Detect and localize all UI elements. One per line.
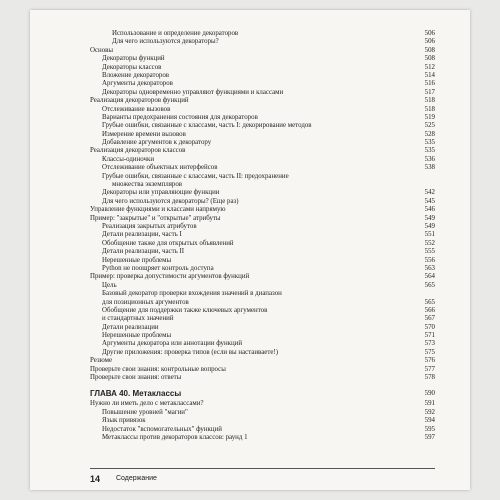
toc-entry-title: Обобщение для поддержки также ключевых аргументов	[102, 306, 268, 314]
toc-entry-page: 508	[424, 46, 435, 54]
toc-entry-page: 595	[424, 425, 435, 433]
toc-entry-page: 518	[424, 105, 435, 113]
toc-entry	[90, 231, 435, 239]
toc-entry-page: 567	[424, 315, 435, 323]
toc-entry-title: Python не поощряет контроль доступа	[102, 264, 214, 272]
toc-entry-page: 594	[424, 417, 435, 425]
toc-entry-page: 542	[424, 189, 435, 197]
toc-entry-title: Язык привязок	[102, 417, 146, 425]
toc-entry-page: 556	[424, 256, 435, 264]
toc-entry-title: Основы	[90, 46, 114, 54]
toc-entry	[90, 30, 435, 38]
toc-entry-title: Для чего используются декораторы? (Еще раз)	[102, 197, 239, 205]
toc-entry-page: 575	[424, 348, 435, 356]
toc-entry	[90, 122, 435, 130]
toc-entry	[90, 324, 435, 332]
toc-entry-title: Декораторы классов	[102, 63, 162, 71]
toc-entry	[90, 80, 435, 88]
toc-entry-page: 563	[424, 264, 435, 272]
toc-entry-page: 519	[424, 113, 435, 121]
toc-entry-title: Реализация декораторов классов	[90, 147, 186, 155]
toc-entry	[90, 156, 435, 164]
toc-entry-page: 578	[424, 374, 435, 382]
toc-entry	[90, 257, 435, 265]
toc-entry-page: 538	[424, 164, 435, 172]
toc-entry-title: Грубые ошибки, связанные с классами, часть II: предохранение	[102, 172, 289, 180]
toc-entry-title: Для чего используются декораторы?	[112, 38, 219, 46]
toc-entry-page: 549	[424, 214, 435, 222]
toc-entry-page: 516	[424, 80, 435, 88]
toc-entry	[90, 290, 435, 298]
toc-entry-page: 552	[424, 239, 435, 247]
toc-entry	[90, 72, 435, 80]
footer-page-number: 14	[90, 474, 101, 484]
toc-entry-title: Использование и определение декораторов	[112, 30, 239, 37]
toc-entry-page: 570	[424, 323, 435, 331]
toc-entry-page: 571	[424, 332, 435, 340]
toc-entry	[90, 189, 435, 197]
toc-entry	[90, 240, 435, 248]
toc-entry-page: 514	[424, 71, 435, 79]
toc-entry-title: Декораторы функций	[102, 55, 165, 63]
toc-entry-page: 545	[424, 197, 435, 205]
toc-entry-page: 506	[424, 30, 435, 37]
toc-entry-page: 565	[424, 298, 435, 306]
toc-entry-page: 555	[424, 248, 435, 256]
toc-entry-title: Метаклассы против декораторов классов: раунд 1	[102, 433, 248, 441]
toc-entry-title: и стандартных значений	[102, 315, 174, 323]
toc-entry-title: Аргументы декораторов	[102, 80, 173, 88]
toc-entry-page: 549	[424, 222, 435, 230]
toc-entry	[90, 55, 435, 63]
toc-entry-page: 546	[424, 206, 435, 214]
toc-entry	[90, 97, 435, 105]
toc-entry	[90, 366, 435, 374]
toc-entry	[90, 426, 435, 434]
toc-entry	[90, 349, 435, 357]
toc-entry-title: Недостаток "вспомогательных" функций	[102, 425, 222, 433]
toc-entry	[90, 307, 435, 315]
toc-entry-title: Детали реализации, часть II	[102, 248, 185, 256]
toc-entry-page: 525	[424, 122, 435, 130]
toc-entry	[90, 64, 435, 72]
toc-entry-title: Другие приложения: проверка типов (если вы настаиваете!)	[102, 348, 278, 356]
toc-entry-page: 573	[424, 340, 435, 348]
toc-entry	[90, 215, 435, 223]
toc-entry-title: Резюме	[90, 357, 113, 365]
toc-entry-title: Измерение времени вызовов	[102, 130, 186, 138]
chapter-title: ГЛАВА 40. Метаклассы	[90, 389, 182, 399]
toc-entry-title: Базовый декоратор проверки вхождения значений в диапазон	[102, 290, 282, 298]
table-of-contents	[90, 30, 435, 442]
toc-entry-page: 592	[424, 408, 435, 416]
toc-entry	[90, 198, 435, 206]
footer-title: Содержание	[116, 475, 157, 482]
toc-entry-page: 565	[424, 281, 435, 289]
toc-entry	[90, 315, 435, 323]
toc-entry-title: Пример: проверка допустимости аргументов функций	[90, 273, 250, 281]
toc-entry-title: Пример: "закрытые" и "открытые" атрибуты	[90, 214, 221, 222]
toc-entry	[90, 147, 435, 155]
toc-entry-title: Отслеживание объектных интерфейсов	[102, 164, 218, 172]
toc-entry-page: 566	[424, 306, 435, 314]
toc-entry	[90, 173, 435, 181]
toc-entry-title: Повышение уровней "магии"	[102, 408, 188, 416]
toc-entry	[90, 47, 435, 55]
toc-entry	[90, 131, 435, 139]
toc-entry-title: Отслеживание вызовов	[102, 105, 171, 113]
toc-entry	[90, 106, 435, 114]
toc-entry	[90, 332, 435, 340]
toc-entry	[90, 38, 435, 46]
toc-entry	[90, 206, 435, 214]
toc-entry-title: Детали реализации	[102, 323, 159, 331]
page-footer	[90, 468, 435, 484]
toc-entry	[90, 357, 435, 365]
toc-entry-page: 535	[424, 139, 435, 147]
toc-entry-title: Нерешенные проблемы	[102, 332, 172, 340]
toc-entry-page: 517	[424, 88, 435, 96]
chapter-page-number: 590	[424, 390, 435, 398]
toc-entry-title: Проверьте свои знания: контрольные вопросы	[90, 365, 226, 373]
toc-entry	[90, 434, 435, 442]
toc-entry-title: Проверьте свои знания: ответы	[90, 374, 182, 382]
toc-entry	[90, 114, 435, 122]
chapter-entries	[90, 400, 435, 442]
toc-entry	[90, 282, 435, 290]
chapter-heading	[90, 388, 435, 400]
toc-entry-title: Детали реализации, часть I	[102, 231, 182, 239]
toc-entry-title: Управление функциями и классами напрямую	[90, 206, 226, 214]
toc-entry-page: 551	[424, 231, 435, 239]
toc-entry-title: множества экземпляров	[112, 181, 183, 189]
toc-entry	[90, 164, 435, 172]
toc-entry-title: Добавление аргументов к декоратору	[102, 139, 212, 147]
toc-entry-title: Варианты предохранения состояния для декораторов	[102, 113, 258, 121]
toc-entry	[90, 223, 435, 231]
toc-entry	[90, 374, 435, 382]
toc-entry-page: 597	[424, 433, 435, 441]
toc-entry-page: 508	[424, 55, 435, 63]
book-page	[30, 10, 470, 490]
toc-entry	[90, 248, 435, 256]
toc-entries	[90, 30, 435, 382]
toc-entry-title: Аргументы декоратора или аннотации функций	[102, 340, 243, 348]
toc-entry	[90, 273, 435, 281]
toc-entry-title: для позиционных аргументов	[102, 298, 189, 306]
toc-entry-title: Реализация декораторов функций	[90, 97, 189, 105]
toc-entry	[90, 299, 435, 307]
toc-entry-page: 577	[424, 365, 435, 373]
toc-entry-page: 512	[424, 63, 435, 71]
toc-entry-title: Нужно ли иметь дело с метаклассами?	[90, 400, 204, 408]
toc-entry-title: Классы-одиночки	[102, 155, 155, 163]
toc-entry-title: Обобщение также для открытых объявлений	[102, 239, 234, 247]
toc-entry-title: Нерешенные проблемы	[102, 256, 172, 264]
toc-entry-page: 535	[424, 147, 435, 155]
toc-entry	[90, 340, 435, 348]
toc-entry-page: 564	[424, 273, 435, 281]
toc-entry	[90, 409, 435, 417]
toc-entry-title: Вложение декораторов	[102, 71, 170, 79]
toc-entry-title: Грубые ошибки, связанные с классами, часть I: декорирование методов	[102, 122, 312, 130]
toc-entry	[90, 139, 435, 147]
toc-entry-page: 518	[424, 97, 435, 105]
toc-entry-title: Декораторы или управляющие функции	[102, 189, 220, 197]
toc-entry-page: 591	[424, 400, 435, 408]
toc-entry-page: 536	[424, 155, 435, 163]
toc-entry-title: Декораторы одновременно управляют функциями и классами	[102, 88, 284, 96]
toc-entry-title: Реализация закрытых атрибутов	[102, 222, 197, 230]
toc-entry-page: 576	[424, 357, 435, 365]
toc-entry	[90, 265, 435, 273]
toc-entry-title: Цель	[102, 281, 117, 289]
toc-entry-page: 528	[424, 130, 435, 138]
toc-entry	[90, 181, 435, 189]
toc-entry	[90, 417, 435, 425]
toc-entry	[90, 400, 435, 408]
toc-entry-page: 506	[424, 38, 435, 46]
toc-entry	[90, 89, 435, 97]
